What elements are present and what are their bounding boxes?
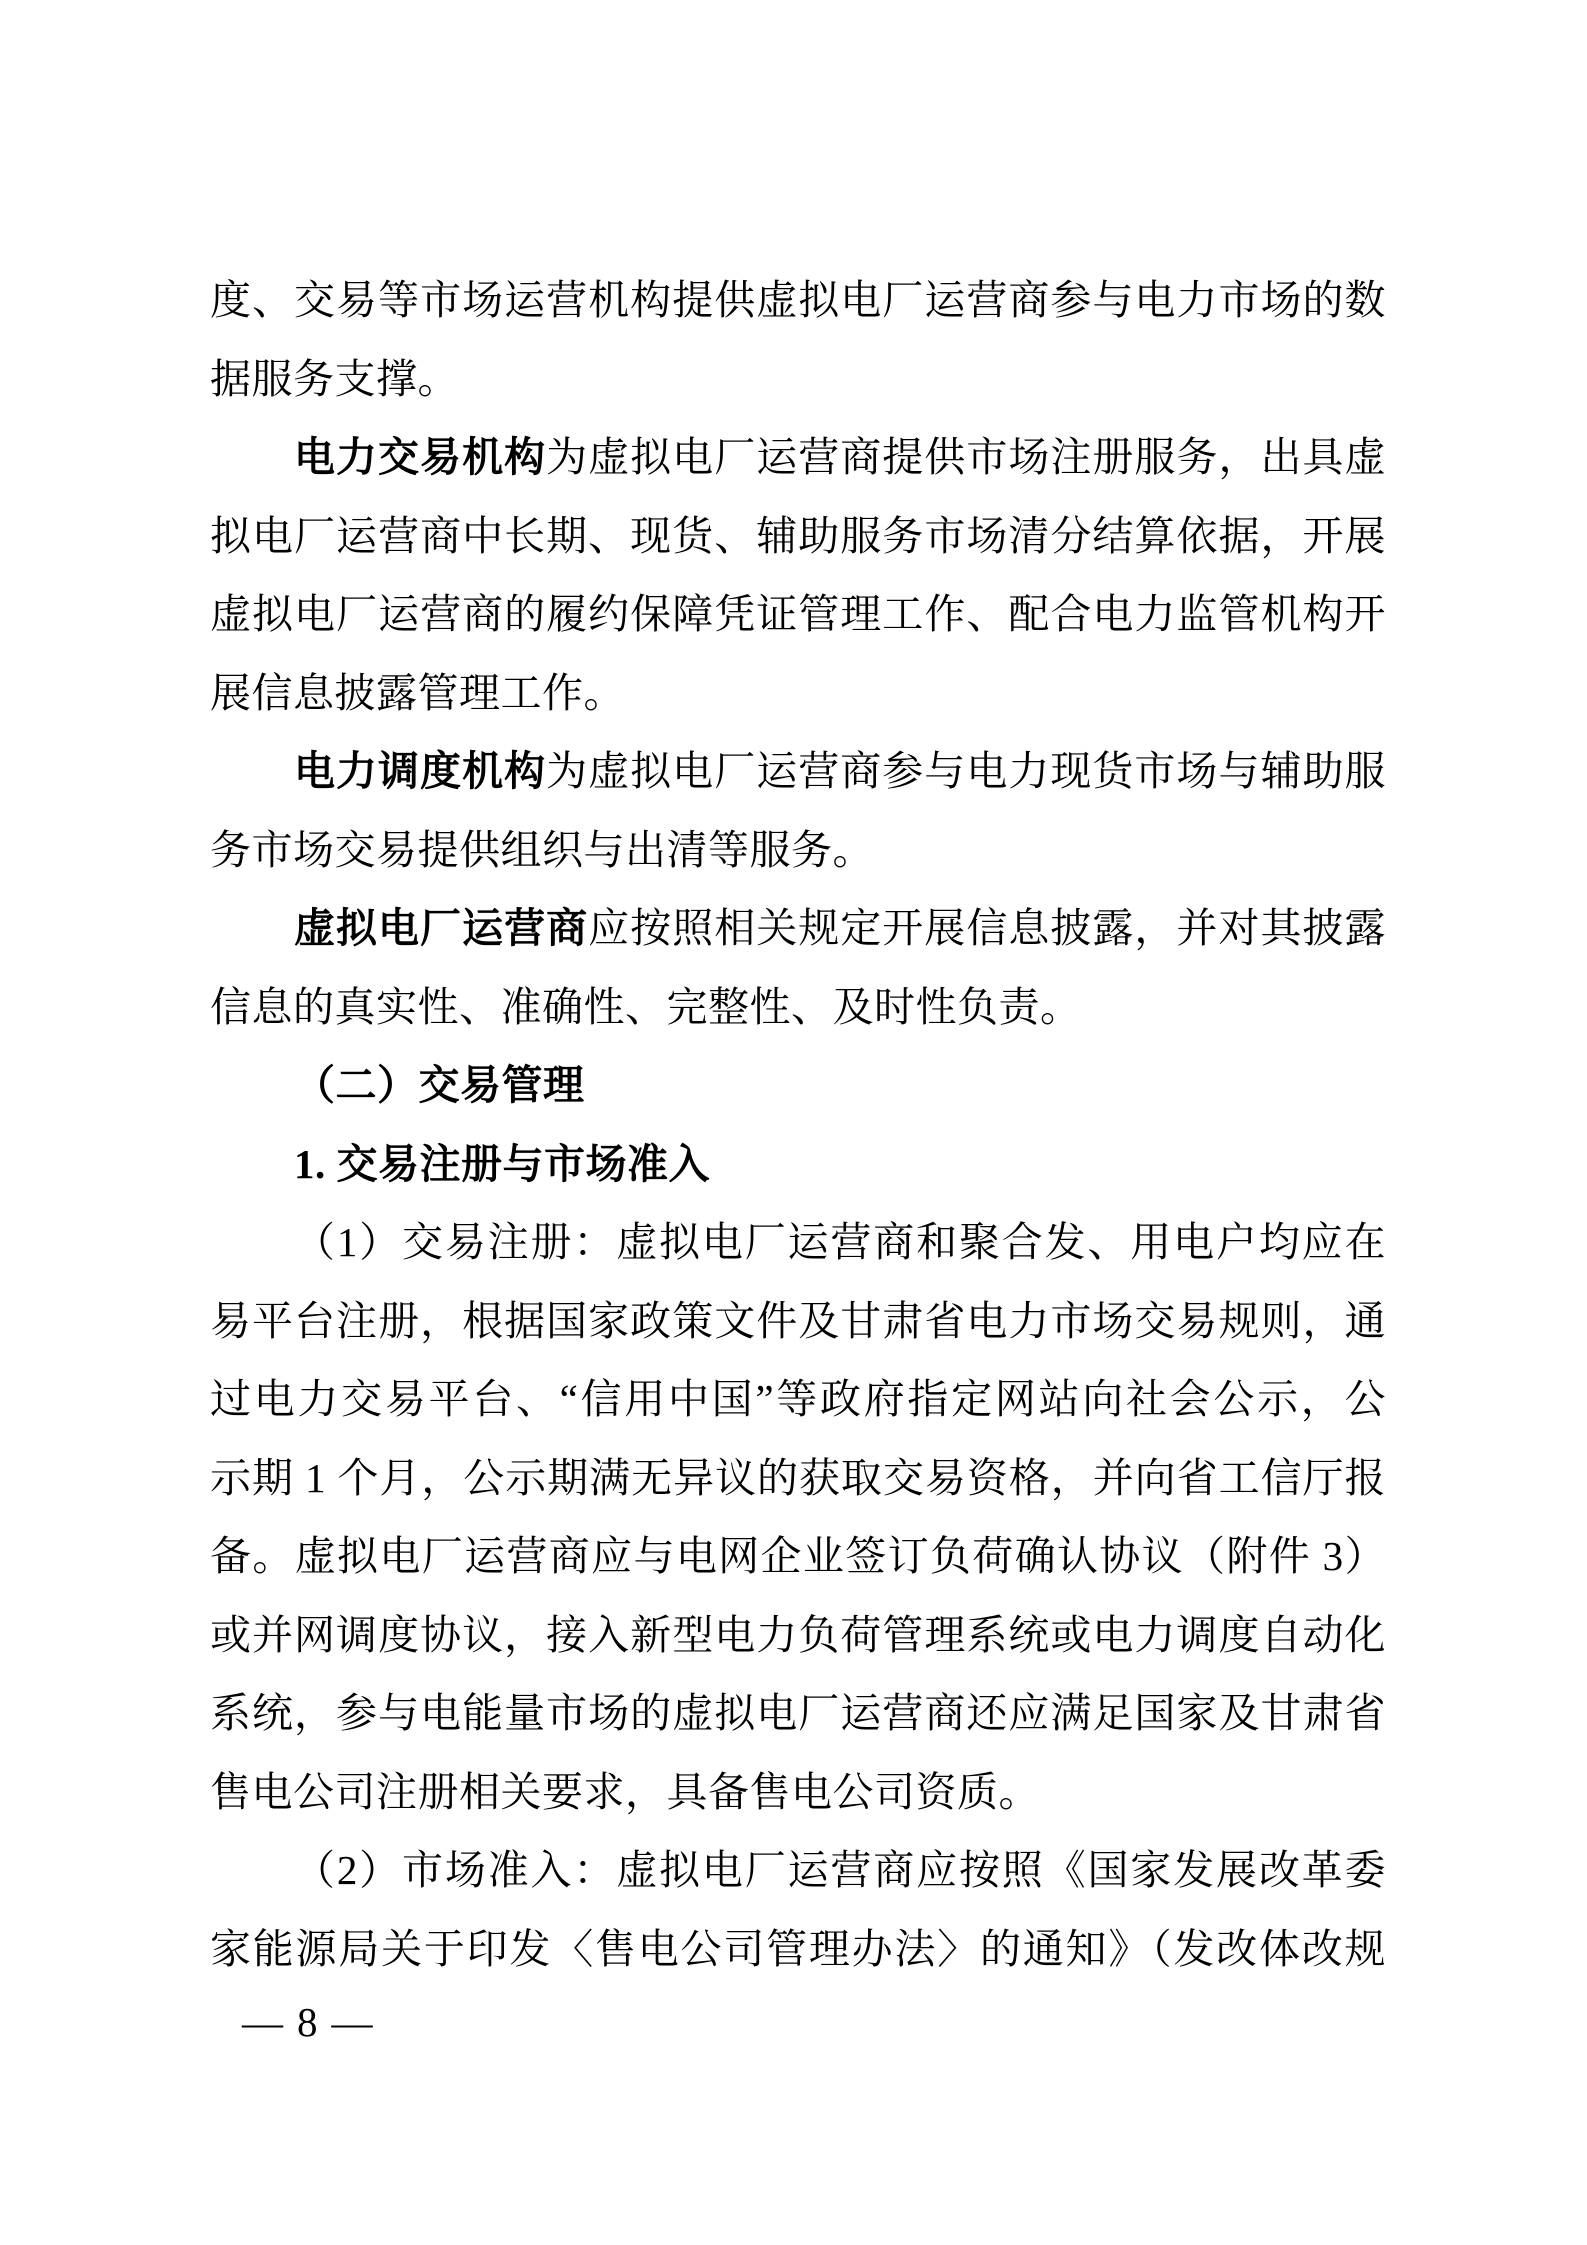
text-run: 家能源局关于印发〈售电公司管理办法〉的通知》（发改体改规 [210,1925,1386,1972]
footer-left-dash: — [242,1999,283,2045]
text-run: 为虚拟电厂运营商提供市场注册服务，出具虚 [546,434,1386,480]
text-line [210,340,1386,419]
text-run: 备。虚拟电厂运营商应与电网企业签订负荷确认协议（附件 3） [210,1533,1386,1579]
text-line [210,261,1386,340]
text-line [210,418,1386,497]
text-line [210,1910,1386,1989]
section-heading [210,1125,1386,1204]
text-line [210,1596,1386,1675]
bold-term: 电力交易机构 [294,434,547,480]
text-run: 系统，参与电能量市场的虚拟电厂运营商还应满足国家及甘肃省 [210,1690,1386,1736]
page-number: 8 [297,1999,318,2045]
text-line [210,1439,1386,1518]
text-line [210,968,1386,1047]
page-footer [242,1999,373,2045]
text-line [210,1203,1386,1282]
text-line [210,1282,1386,1361]
footer-right-dash: — [331,1999,373,2045]
text-run: 或并网调度协议，接入新型电力负荷管理系统或电力调度自动化 [210,1611,1386,1658]
text-run: 过电力交易平台、“信用中国”等政府指定网站向社会公示，公 [210,1376,1386,1422]
text-line [210,889,1386,968]
text-line [210,732,1386,811]
section-heading [210,1046,1386,1125]
text-line [210,497,1386,576]
text-run: 示期 1 个月，公示期满无异议的获取交易资格，并向省工信厅报 [210,1454,1386,1501]
text-run: 展信息披露管理工作。 [210,669,625,716]
bold-term: （二）交易管理 [294,1062,585,1108]
text-line [210,654,1386,733]
text-run: （1）交易注册：虚拟电厂运营商和聚合发、用电户均应在 [294,1219,1386,1265]
bold-term: 1. 交易注册与市场准入 [294,1140,710,1187]
document-body [210,261,1386,1988]
text-run: 务市场交易提供组织与出清等服务。 [210,826,874,873]
text-line [210,1831,1386,1910]
text-run: 度、交易等市场运营机构提供虚拟电厂运营商参与电力市场的数 [210,277,1386,323]
text-line [210,1674,1386,1753]
text-run: 信息的真实性、准确性、完整性、及时性负责。 [210,983,1082,1030]
text-line [210,1517,1386,1596]
text-run: （2）市场准入：虚拟电厂运营商应按照《国家发展改革委 [294,1847,1386,1893]
text-run: 售电公司注册相关要求，具备售电公司资质。 [210,1768,1040,1815]
text-line [210,811,1386,890]
text-run: 为虚拟电厂运营商参与电力现货市场与辅助服 [546,748,1386,794]
text-line [210,1753,1386,1832]
text-run: 拟电厂运营商中长期、现货、辅助服务市场清分结算依据，开展 [210,512,1386,559]
text-line [210,575,1386,654]
text-line [210,1360,1386,1439]
bold-term: 虚拟电厂运营商 [294,905,589,951]
text-run: 据服务支撑。 [210,355,459,402]
text-run: 易平台注册，根据国家政策文件及甘肃省电力市场交易规则，通 [210,1297,1386,1344]
bold-term: 电力调度机构 [294,748,547,794]
text-run: 应按照相关规定开展信息披露，并对其披露 [588,905,1386,951]
text-run: 虚拟电厂运营商的履约保障凭证管理工作、配合电力监管机构开 [210,591,1386,637]
